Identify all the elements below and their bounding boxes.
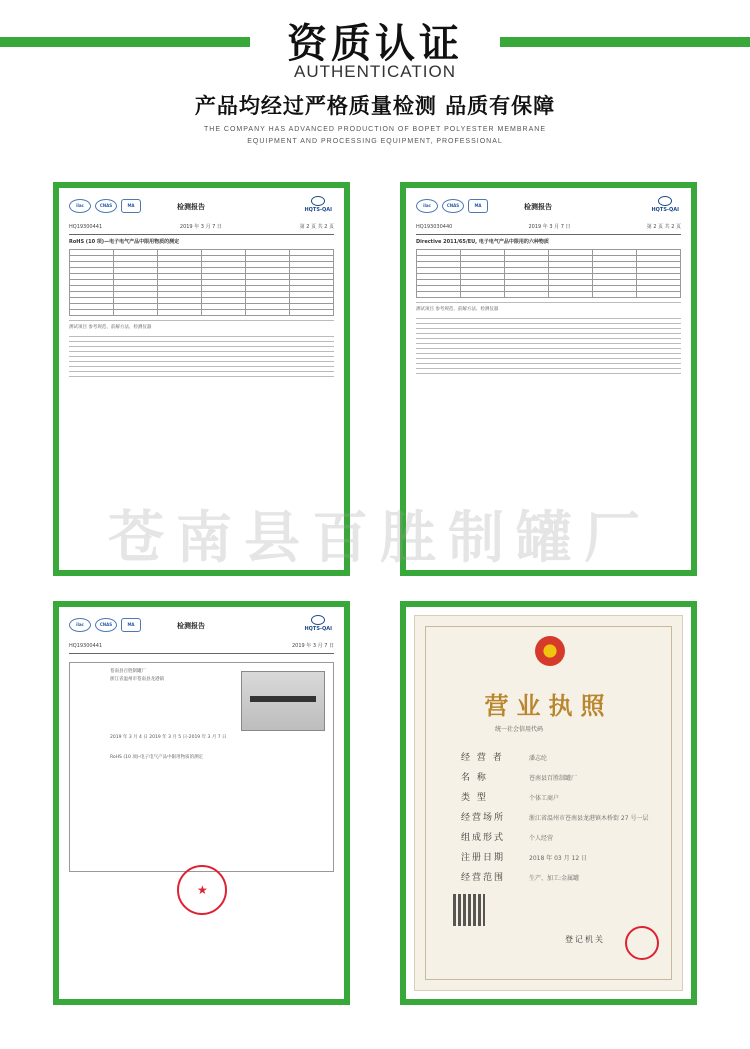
report-title: 检测报告 [177,622,205,630]
report-page: 第 2 页 共 2 页 [299,224,334,230]
report-info-line [69,222,334,235]
report-date: 2019 年 3 月 7 日 [291,643,334,649]
ma-logo-icon: MA [121,199,141,213]
hqts-logo [651,196,679,215]
report-title: 检测报告 [524,203,552,211]
report-title: 检测报告 [177,203,205,211]
ilac-logo-icon: ilac [69,199,91,213]
hqts-icon [658,196,672,206]
quality-slogan: 产品均经过严格质量检测 品质有保障 [194,94,556,118]
divider [69,371,334,372]
hqts-label: HQTS-QAI [304,207,332,213]
license-field: 经 营 者 [461,753,504,763]
ilac-logo-icon: ilac [69,618,91,632]
report-date: 2019 年 3 月 7 日 [528,224,571,230]
report-info-line [69,641,334,654]
license-value: 2018 年 03 月 12 日 [529,855,588,862]
license-field: 类 型 [461,793,488,803]
divider [69,361,334,362]
hqts-icon [311,196,325,206]
divider [69,376,334,377]
ma-logo-icon: MA [121,618,141,632]
report-number: HQ193030440 [416,224,453,230]
report-section-title: RoHS (10 项)—电子电气产品中限用物质的测定 [69,238,180,245]
company-watermark: 苍南县百胜制罐厂 [108,506,652,571]
license-value: 潘志纶 [529,755,548,762]
business-license [414,615,683,991]
hqts-label: HQTS-QAI [304,626,332,632]
sample-photo [241,671,325,731]
report-info-line [416,222,681,235]
divider [69,351,334,352]
method-header [69,325,334,332]
divider [69,366,334,367]
divider [416,353,681,354]
license-title: 营业执照 [484,692,613,720]
divider [416,323,681,324]
license-field: 名 称 [461,773,488,783]
hqts-label: HQTS-QAI [651,207,679,213]
divider [416,363,681,364]
divider [69,336,334,337]
cnas-logo-icon: CNAS [95,618,117,632]
divider [416,343,681,344]
test-report-card-2 [400,182,697,576]
company-name: 苍南县百胜制罐厂 [110,668,146,674]
method-header [416,307,681,314]
method-label: 测试项目 参考规范、前解方法、检测仪器 [69,325,152,330]
ilac-logo-icon: ilac [416,199,438,213]
red-seal-icon [177,865,227,915]
sample-info-box [69,662,334,872]
divider [69,356,334,357]
test-item-row [110,755,325,762]
cnas-logo-icon: CNAS [95,199,117,213]
registration-authority: 登记机关 [565,935,605,944]
sample-strip [250,696,316,702]
results-table [69,249,334,316]
divider [416,318,681,319]
license-value: 浙江省温州市苍南县龙港镇木桥街 27 号一层 [529,815,649,822]
cnas-logo-icon: CNAS [442,199,464,213]
method-label: 测试项目 参考规范、前解方法、检测仪器 [416,307,499,312]
license-value: 生产、加工:金属罐 [529,875,580,882]
divider [69,320,334,321]
divider [416,358,681,359]
sample-report-document [59,607,344,999]
report-number: HQ19300441 [69,224,103,230]
sample-dates-row [110,735,325,742]
divider [416,328,681,329]
company-description-line1: THE COMPANY HAS ADVANCED PRODUCTION OF BOPET POLYESTER MEMBRANE [203,126,546,133]
license-field: 经营场所 [461,813,506,823]
hqts-logo [304,615,332,634]
test-report-document [59,188,344,570]
test-item: RoHS (10 项)-电子电气产品中限用物质的测定 [110,754,204,760]
star-icon: ★ [197,883,208,897]
divider [416,373,681,374]
company-address: 浙江省温州市苍南县龙港镇 [110,677,164,683]
sample-dates: 2019 年 3 月 4 日 2019 年 3 月 5 日-2019 年 3 月 7 日 [110,734,227,740]
page-subtitle: AUTHENTICATION [294,62,456,81]
license-field: 经营范围 [461,873,506,883]
company-description-line2: EQUIPMENT AND PROCESSING EQUIPMENT, PROFESSIONAL [247,138,503,145]
divider [416,333,681,334]
divider [69,341,334,342]
test-report-document [406,188,691,570]
report-page: 第 2 页 共 2 页 [646,224,681,230]
divider [416,302,681,303]
divider [416,348,681,349]
test-report-card-1 [53,182,350,576]
business-license-card [400,601,697,1005]
report-section-title: Directive 2011/65/EU, 电子电气产品中限用的六种物质 [416,238,549,245]
report-number: HQ19300441 [69,643,103,649]
hqts-icon [311,615,325,625]
divider [69,346,334,347]
qr-code-icon [453,894,485,926]
ma-logo-icon: MA [468,199,488,213]
license-value: 苍南县百胜制罐厂 [529,775,578,782]
license-field: 组成形式 [461,833,506,843]
divider [416,368,681,369]
red-seal-icon [625,926,659,960]
hqts-logo [304,196,332,215]
license-value: 个体工商户 [529,795,560,802]
divider [416,338,681,339]
page-title: 资质认证 [287,21,463,67]
credit-code: 统一社会信用代码 [495,726,544,733]
license-field: 注册日期 [461,853,506,863]
results-table [416,249,681,298]
report-date: 2019 年 3 月 7 日 [179,224,222,230]
sample-report-card [53,601,350,1005]
national-emblem-icon [535,636,565,666]
license-value: 个人经营 [529,835,554,842]
